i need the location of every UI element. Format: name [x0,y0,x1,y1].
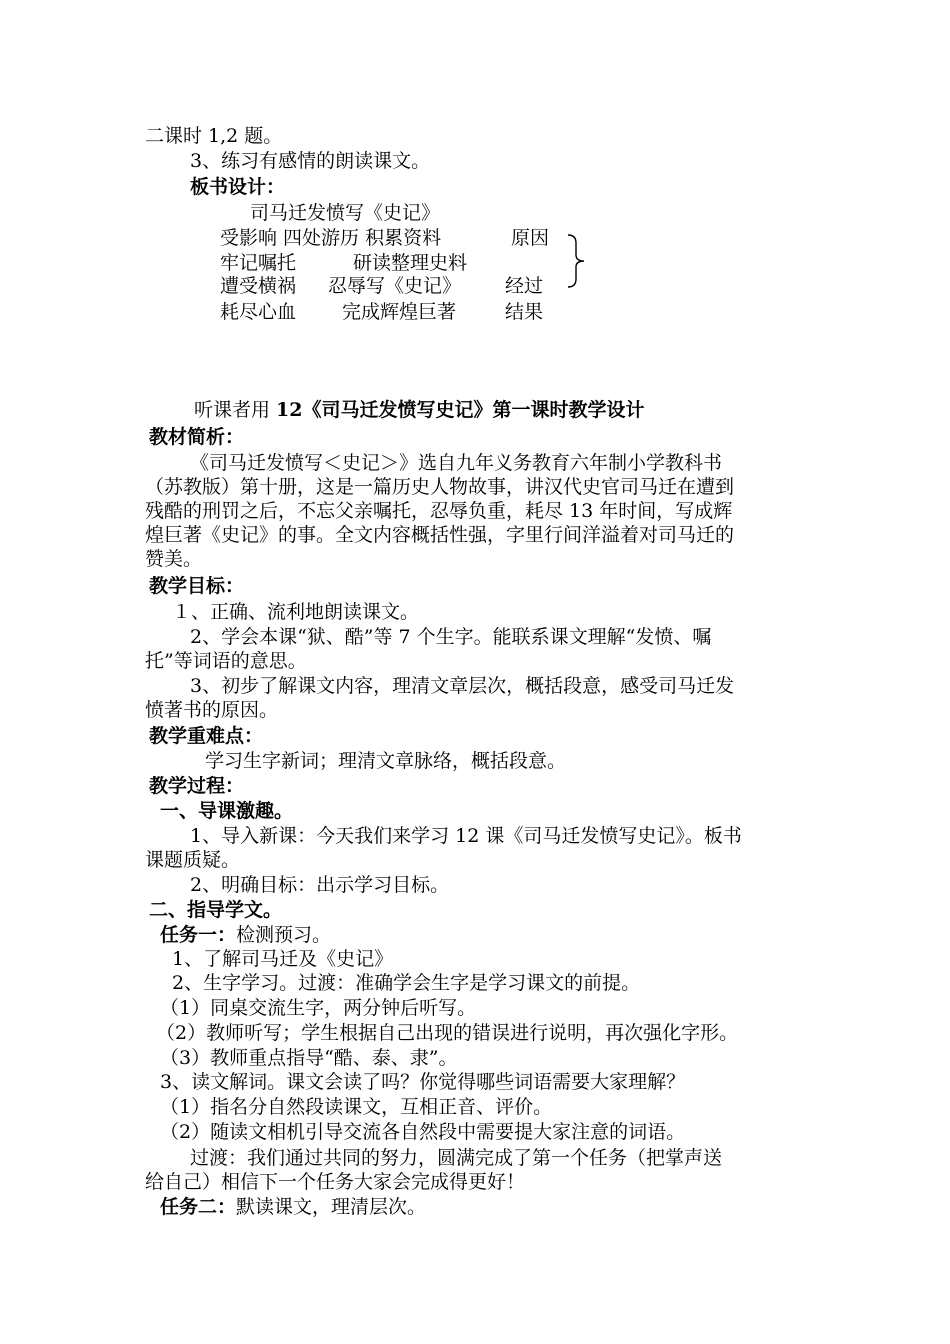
material-line-1: 《司马迁发愤写＜史记＞》选自九年义务教育六年制小学教科书 [190,452,723,474]
board-row-4-mid: 完成辉煌巨著 [342,301,457,323]
task-2 [160,1195,426,1220]
part-1-line-1: 1、导入新课：今天我们来学习 12 课《司马迁发愤写史记》。板书 [190,825,742,847]
task-1-line-10: 给自己）相信下一个任务大家会完成得更好！ [145,1171,526,1193]
task-1-line-1: 1、了解司马迁及《史记》 [172,948,394,970]
goal-line-3: 托”等词语的意思。 [145,650,307,672]
board-design-label: 板书设计： [190,176,286,198]
board-row-3-left: 遭受横祸 [220,275,297,297]
board-row-4-label: 结果 [505,301,544,323]
task-1-text: 检测预习。 [236,924,332,946]
material-heading: 教材简析： [149,426,245,448]
board-row-2-left: 牢记嘱托 [220,252,297,274]
task-1-line-5: （3）教师重点指导“酷、泰、隶”。 [160,1047,458,1069]
process-heading: 教学过程： [149,775,245,797]
task-1-label: 任务一： [160,924,237,946]
task-1-line-3: （1）同桌交流生字，两分钟后听写。 [160,997,477,1019]
goal-line-1: １、正确、流利地朗读课文。 [172,601,420,623]
goal-line-2: 2、学会本课“狱、酷”等 7 个生字。能联系课文理解“发愤、嘱 [190,626,712,648]
part-2-heading: 二、指导学文。 [149,899,283,921]
material-line-2: （苏教版）第十册，这是一篇历史人物故事，讲汉代史官司马迁在遭到 [145,476,735,498]
board-row-1-left: 受影响 四处游历 积累资料 [220,227,442,249]
task-1-line-9: 过渡：我们通过共同的努力，圆满完成了第一个任务（把掌声送 [190,1147,723,1169]
page-title-bold: 12《司马迁发愤写史记》第一课时教学设计 [276,399,645,421]
board-row-2-mid: 研读整理史料 [353,252,468,274]
task-1-line-6: 3、读文解词。课文会读了吗？你觉得哪些词语需要大家理解？ [160,1071,686,1093]
board-row-3-mid: 忍辱写《史记》 [328,275,462,297]
board-title: 司马迁发愤写《史记》 [250,202,441,224]
goal-line-5: 愤著书的原因。 [145,699,279,721]
task-1-line-4: （2）教师听写；学生根据自己出现的错误进行说明，再次强化字形。 [156,1022,739,1044]
goals-heading: 教学目标： [149,575,245,597]
material-line-3: 残酷的刑罚之后，不忘父亲嘱托，忍辱负重，耗尽 13 年时间，写成辉 [145,500,733,522]
page-title-prefix: 听课者用 [194,399,277,421]
material-line-4: 煌巨著《史记》的事。全文内容概括性强，字里行间洋溢着对司马迁的 [145,524,735,546]
page-title [194,398,645,423]
curly-brace-icon [566,233,590,289]
homework-line-end: 二课时 1,2 题。 [145,125,283,147]
task-1-line-7: （1）指名分自然段读课文，互相正音、评价。 [160,1096,553,1118]
homework-item-3: 3、练习有感情的朗读课文。 [190,150,431,172]
part-1-heading: 一、导课激趣。 [160,800,294,822]
part-1-line-2: 课题质疑。 [145,849,241,871]
board-row-4-left: 耗尽心血 [220,301,297,323]
goal-line-4: 3、初步了解课文内容，理清文章层次，概括段意，感受司马迁发 [190,675,735,697]
board-row-1-label: 原因 [511,227,550,249]
task-1-line-8: （2）随读文相机引导交流各自然段中需要提大家注意的词语。 [160,1121,686,1143]
key-points-heading: 教学重难点： [149,725,264,747]
task-2-text: 默读课文，理清层次。 [236,1196,427,1218]
key-points-text: 学习生字新词；理清文章脉络，概括段意。 [205,750,567,772]
task-1 [160,923,331,948]
task-1-line-2: 2、生字学习。过渡：准确学会生字是学习课文的前提。 [172,972,641,994]
part-1-line-3: 2、明确目标：出示学习目标。 [190,874,450,896]
task-2-label: 任务二： [160,1196,237,1218]
board-row-3-label: 经过 [505,275,544,297]
material-line-5: 赞美。 [145,548,203,570]
